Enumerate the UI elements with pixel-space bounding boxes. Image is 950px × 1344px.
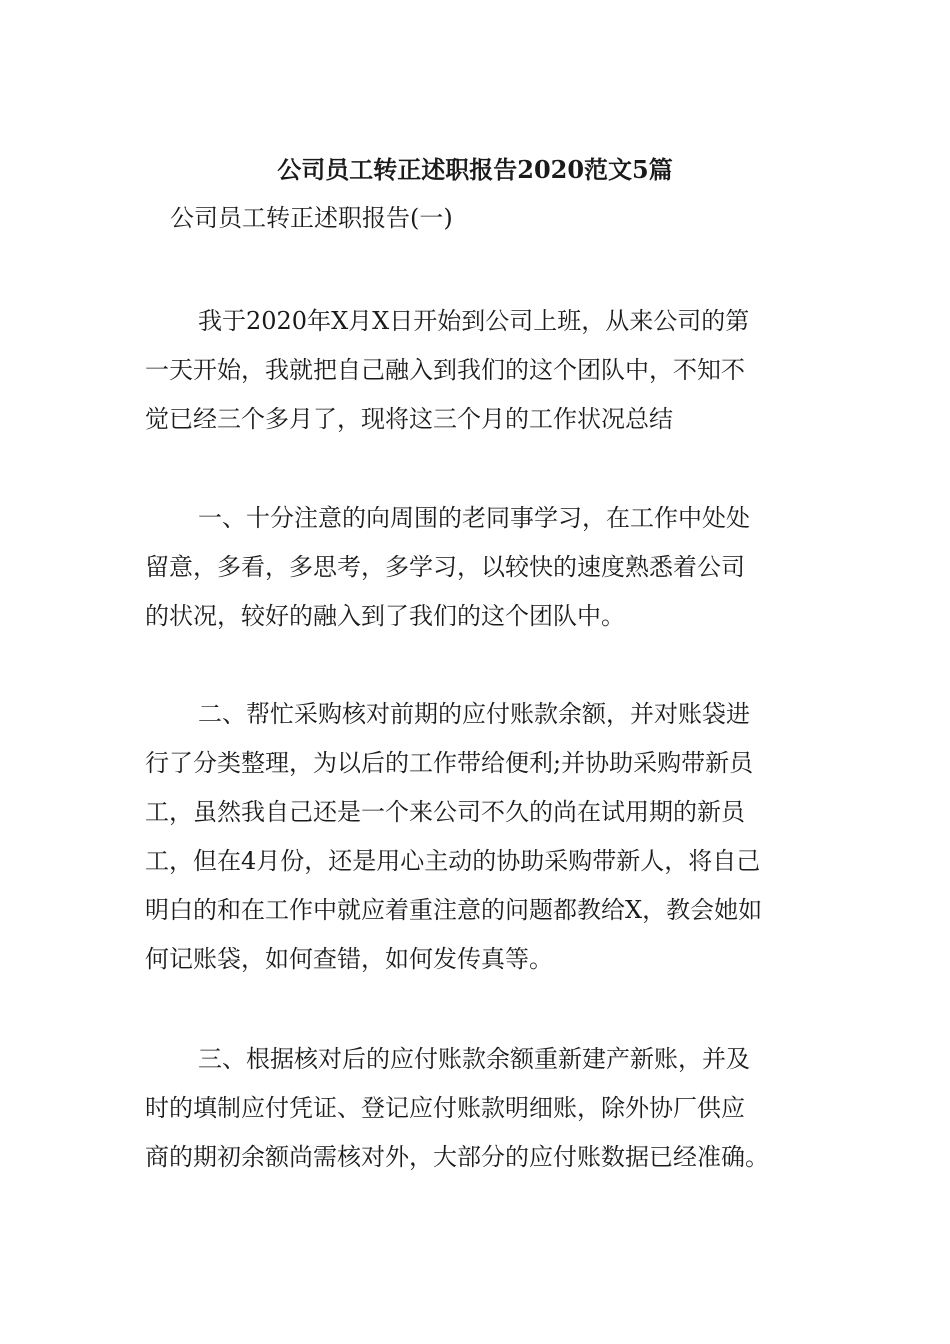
paragraph-line: 三、根据核对后的应付账款余额重新建产新账，并及 <box>198 1045 750 1073</box>
paragraph-line: 的状况，较好的融入到了我们的这个团队中。 <box>145 602 625 630</box>
paragraph-line: 明白的和在工作中就应着重注意的问题都教给X，教会她如 <box>145 896 763 924</box>
paragraph-line: 时的填制应付凭证、登记应付账款明细账，除外协厂供应 <box>145 1094 745 1122</box>
paragraph-line: 二、帮忙采购核对前期的应付账款余额，并对账袋进 <box>198 700 750 728</box>
paragraph-line: 我于2020年X月X日开始到公司上班，从来公司的第 <box>198 307 750 335</box>
paragraph-line: 工，虽然我自己还是一个来公司不久的尚在试用期的新员 <box>145 798 745 826</box>
paragraph-3 <box>145 690 810 984</box>
document-title: 公司员工转正述职报告2020范文5篇 <box>277 155 673 184</box>
paragraph-1 <box>145 297 810 444</box>
paragraph-line: 行了分类整理，为以后的工作带给便利;并协助采购带新员 <box>145 749 754 777</box>
paragraph-line: 一天开始，我就把自己融入到我们的这个团队中，不知不 <box>145 356 745 384</box>
paragraph-2 <box>145 494 810 641</box>
paragraph-line: 何记账袋，如何查错，如何发传真等。 <box>145 945 553 973</box>
paragraph-line: 商的期初余额尚需核对外，大部分的应付账数据已经准确。 <box>145 1143 769 1171</box>
paragraph-line: 一、十分注意的向周围的老同事学习，在工作中处处 <box>198 504 750 532</box>
paragraph-line: 觉已经三个多月了，现将这三个月的工作状况总结 <box>145 405 673 433</box>
paragraph-line: 留意，多看，多思考，多学习，以较快的速度熟悉着公司 <box>145 553 745 581</box>
document-subtitle: 公司员工转正述职报告(一) <box>170 204 453 232</box>
paragraph-4 <box>145 1035 810 1182</box>
paragraph-line: 工，但在4月份，还是用心主动的协助采购带新人，将自己 <box>145 847 761 875</box>
